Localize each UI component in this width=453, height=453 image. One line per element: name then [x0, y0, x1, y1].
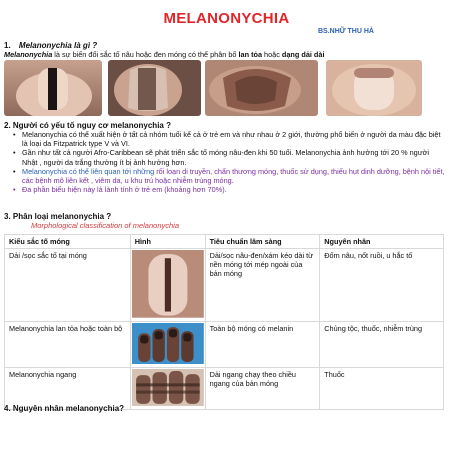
section4-heading: 4. Nguyên nhân melanonychia?	[4, 404, 125, 413]
definition-text	[4, 50, 449, 59]
row2-image	[130, 321, 205, 367]
risk-factor-list	[10, 130, 446, 194]
risk-bullet-1: • Melanonychia có thể xuất hiện ở tất cả nhóm tuổi kể cả ở trẻ em và như nhau ở 2 giới, thường phổ biến ở người da màu đặc biệt là loại da Fitzpatrick type V và VI.	[10, 130, 446, 148]
longitudinal-band-photo	[132, 250, 204, 318]
definition-body: là sự biến đổi sắc tố nâu hoặc đen móng có thể phân bố	[54, 50, 237, 59]
nail-photo-2	[108, 60, 201, 116]
row1-image	[130, 249, 205, 322]
col-header-cause: Nguyên nhân	[320, 235, 444, 249]
classification-table	[4, 234, 444, 410]
col-header-image: Hình	[130, 235, 205, 249]
transverse-band-photo	[132, 369, 204, 406]
nail-photo-3	[205, 60, 318, 116]
section3-heading: 3. Phân loại melanonychia ?	[4, 212, 112, 221]
risk-bullet-3	[10, 167, 446, 185]
col-header-criteria: Tiêu chuẩn lâm sàng	[205, 235, 320, 249]
row3-cause: Thuốc	[320, 367, 444, 409]
page-title: MELANONYCHIA	[163, 10, 290, 27]
col-header-type: Kiểu sắc tố móng	[5, 235, 131, 249]
section2-heading: 2. Người có yếu tố nguy cơ melanonychia ?	[4, 121, 171, 130]
diffuse-pigment-photo	[132, 323, 204, 364]
nail-photo-1	[4, 60, 102, 116]
row1-type: Dải /sọc sắc tố tại móng	[5, 249, 131, 322]
row3-type: Melanonychia ngang	[5, 367, 131, 409]
definition-bold-1: lan tỏa	[238, 50, 263, 59]
table-header-row	[5, 235, 444, 249]
definition-conj: hoặc	[264, 50, 280, 59]
risk-bullet-4: • Đa phần biểu hiện này là lành tính ở trẻ em (khoảng hơn 70%).	[10, 185, 446, 194]
row3-image	[130, 367, 205, 409]
section3-subheading: Morphological classification of melanonychia	[31, 221, 179, 230]
table-row	[5, 249, 444, 322]
row3-criteria: Dải ngang chạy theo chiều ngang của bản móng	[205, 367, 320, 409]
risk-bullet-3-lead: Melanonychia có thể liên quan tới những	[22, 166, 155, 176]
definition-term: Melanonychia	[4, 50, 53, 59]
row2-type: Melanonychia lan tỏa hoặc toàn bộ	[5, 321, 131, 367]
row2-criteria: Toàn bộ móng có melanin	[205, 321, 320, 367]
row1-cause: Đốm nâu, nốt ruồi, u hắc tố	[320, 249, 444, 322]
nail-photo-4	[326, 60, 422, 116]
risk-bullet-3-rest: rối loạn di truyền, chấn thương móng, thuốc sử dụng, thiếu hụt dinh dưỡng, bệnh nội tiết, các bệnh mô liên kết , viêm da, u khu trú hoặc nhiễm trùng móng.	[22, 166, 445, 186]
section1-number: 1.	[4, 41, 11, 50]
section1-title: Melanonychia là gì ?	[18, 41, 98, 50]
row1-criteria: Dải/sọc nâu-đen/xám kéo dài từ nền móng tới mép ngoài của bản móng	[205, 249, 320, 322]
author-name: BS.NHỮ THU HÀ	[318, 28, 374, 35]
definition-bold-2: dạng dải dài	[281, 50, 325, 59]
table-row	[5, 321, 444, 367]
table-row	[5, 367, 444, 409]
risk-bullet-2: • Gần như tất cả người Afro-Caribbean sẽ phát triển sắc tố móng nâu-đen khi 50 tuổi. Melanonychia ảnh hưởng tới 20 % người Nhật , người da trắng thường ít bị ảnh hưởng hơn.	[10, 148, 446, 166]
row2-cause: Chủng tộc, thuốc, nhiễm trùng	[320, 321, 444, 367]
section1-heading	[4, 41, 97, 50]
